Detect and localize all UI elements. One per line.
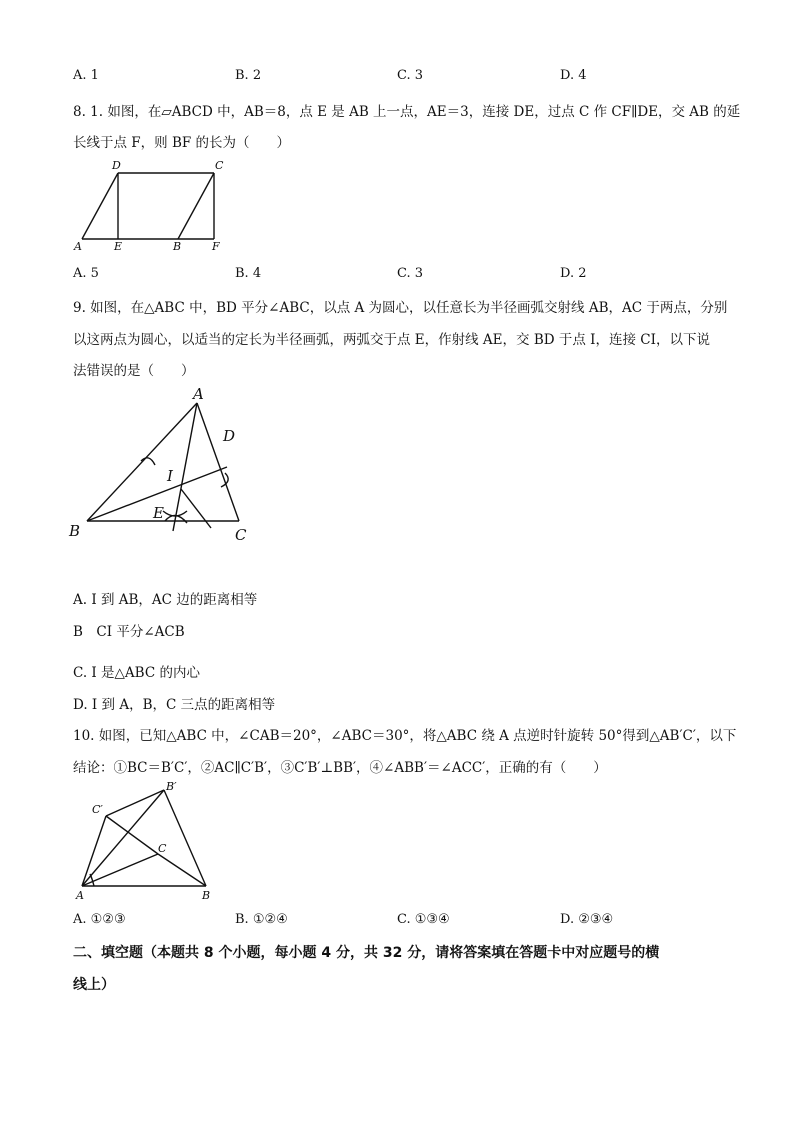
q7-option-b: B. 2 [235,68,262,83]
q9-option-a: A. I 到 AB，AC 边的距离相等 [73,592,258,608]
q10-option-d: D. ②③④ [560,912,614,927]
q10-rotation-figure [70,778,230,903]
q9-stem-line1: 9. 如图，在△ABC 中，BD 平分∠ABC，以点 A 为圆心，以任意长为半径画弧交射线 AB，AC 于两点，分别 [73,300,728,316]
q9-option-d: D. I 到 A，B，C 三点的距离相等 [73,697,276,713]
q9-label-b: B [69,522,81,540]
q8-option-b: B. 4 [235,266,262,281]
section2-heading-line1: 二、填空题（本题共 8 个小题，每小题 4 分，共 32 分，请将答案填在答题卡中对应题号的横 [73,945,660,961]
q8-label-c: C [215,159,224,172]
q8-label-b: B [173,240,182,253]
q7-option-a: A. 1 [73,68,99,83]
q7-option-c: C. 3 [397,68,424,83]
q7-option-d: D. 4 [560,68,587,83]
q8-segment-bc [178,173,214,239]
q10-stem-line1: 10. 如图，已知△ABC 中，∠CAB＝20°，∠ABC＝30°，将△ABC 绕 A 点逆时针旋转 50°得到△AB′C′，以下 [73,728,737,744]
q9-option-b: B CI 平分∠ACB [73,624,185,640]
q9-triangle-figure [65,383,275,548]
q8-option-c: C. 3 [397,266,424,281]
q9-label-a: A [193,385,204,403]
q10-option-a: A. ①②③ [73,912,126,927]
q10-angle-mark [90,874,94,886]
q9-label-i: I [167,467,173,485]
q9-label-c: C [235,526,247,544]
q9-stem-line3: 法错误的是（ ） [73,363,195,379]
q10-label-c: C [158,842,167,855]
q10-option-b: B. ①②④ [235,912,288,927]
q9-label-e: E [153,504,164,522]
q9-segment-ab [87,403,197,521]
q8-option-d: D. 2 [560,266,587,281]
q8-label-e: E [114,240,123,253]
q8-label-d: D [112,159,121,172]
q10-label-a: A [76,889,84,902]
q9-segment-ac [197,403,239,521]
q10-segment-ac1 [82,816,106,886]
q10-option-c: C. ①③④ [397,912,450,927]
q8-label-f: F [212,240,220,253]
q9-stem-line2: 以这两点为圆心，以适当的定长为半径画弧，两弧交于点 E，作射线 AE，交 BD 于点 I，连接 CI，以下说 [73,332,710,348]
q10-segment-c1b1 [106,790,164,816]
q8-stem-line1: 8. 1. 如图，在▱ABCD 中，AB＝8，点 E 是 AB 上一点，AE＝3，连接 DE，过点 C 作 CF∥DE，交 AB 的延 [73,104,741,120]
q9-option-c: C. I 是△ABC 的内心 [73,665,200,681]
q10-label-c-prime: C′ [92,803,103,816]
q10-label-b: B [202,889,211,902]
q10-label-b-prime: B′ [166,780,177,793]
section2-heading-line2: 线上） [73,977,115,993]
q8-option-a: A. 5 [73,266,99,281]
q8-segment-ad [82,173,118,239]
q8-stem-line2: 长线于点 F，则 BF 的长为（ ） [73,135,291,151]
q8-label-a: A [74,240,82,253]
q10-stem-line2: 结论：①BC＝B′C′，②AC∥C′B′，③C′B′⊥BB′，④∠ABB′＝∠ACC′，正确的有（ ） [73,760,607,776]
q8-parallelogram-figure [70,155,240,255]
q9-label-d: D [223,427,236,445]
